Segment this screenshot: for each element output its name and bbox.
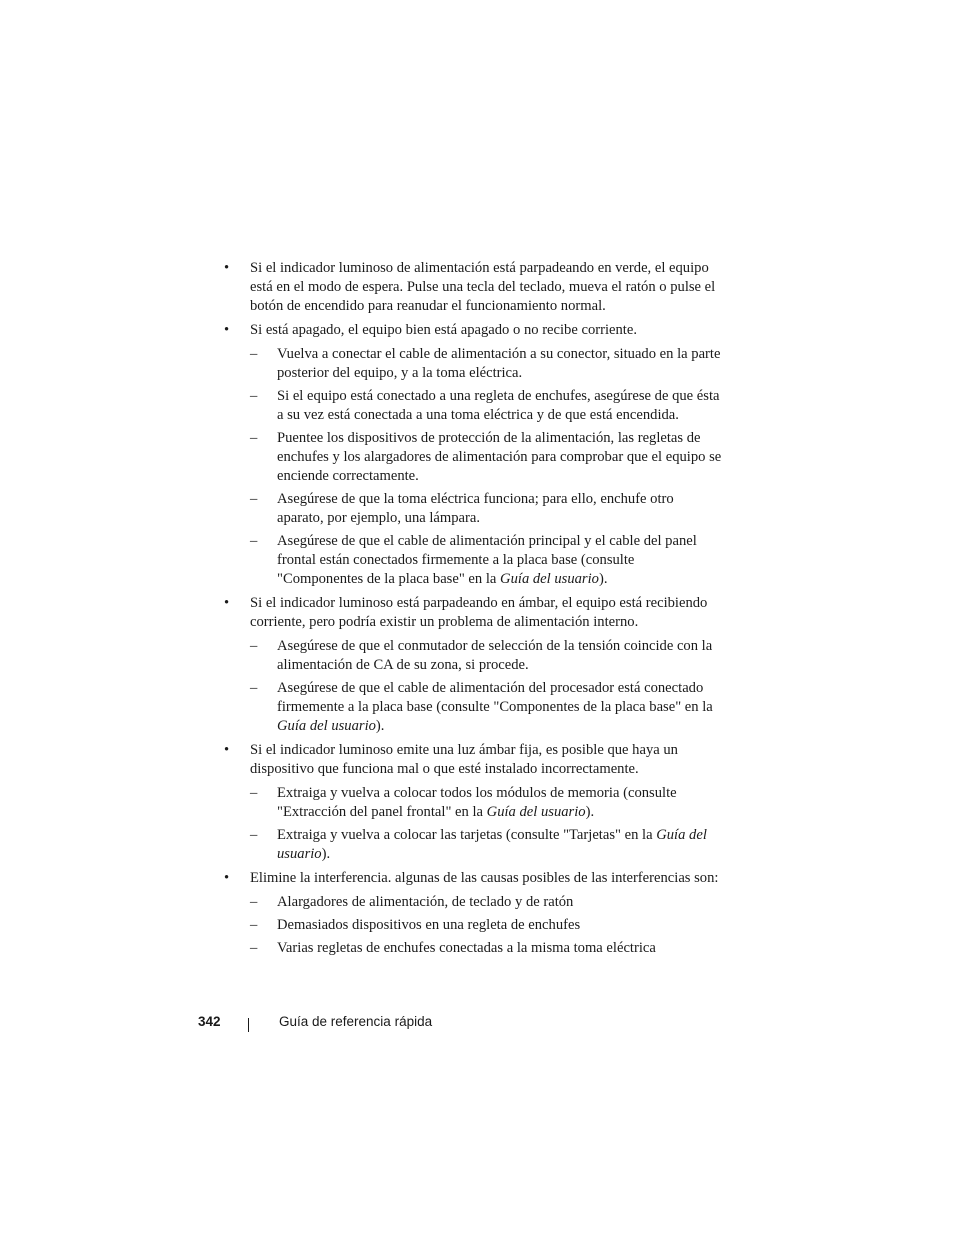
text-segment: Si el equipo está conectado a una regleta de enchufes, asegúrese de que ésta a su vez está conectada a una toma eléctrica y de que está encendida. [277, 388, 720, 423]
bullet-marker: • [224, 260, 230, 276]
sub-item-text [277, 345, 722, 383]
dash-marker: – [250, 346, 258, 362]
text-segment: Asegúrese de que la toma eléctrica funciona; para ello, enchufe otro aparato, por ejemplo, una lámpara. [277, 491, 674, 526]
sub-item-text [277, 939, 722, 958]
text-segment: Asegúrese de que el conmutador de selección de la tensión coincide con la alimentación de CA de su zona, si procede. [277, 638, 713, 673]
bullet-item [222, 869, 722, 958]
text-segment: Varias regletas de enchufes conectadas a la misma toma eléctrica [277, 940, 656, 956]
text-segment: Demasiados dispositivos en una regleta de enchufes [277, 917, 581, 933]
dash-marker: – [250, 638, 258, 654]
text-segment: Puentee los dispositivos de protección de la alimentación, las regletas de enchufes y los alargadores de alimentación para comprobar que el equipo se enciende correctamente. [277, 430, 722, 484]
sub-item-text [277, 387, 722, 425]
sub-item [250, 387, 722, 425]
text-segment: Si el indicador luminoso está parpadeando en ámbar, el equipo está recibiendo corriente, pero podría existir un problema de alimentación interno. [250, 595, 708, 630]
sub-item [250, 490, 722, 528]
dash-marker: – [250, 917, 258, 933]
text-segment: Si está apagado, el equipo bien está apagado o no recibe corriente. [250, 322, 637, 338]
bullet-item [222, 741, 722, 864]
text-segment: Extraiga y vuelva a colocar todos los módulos de memoria (consulte "Extracción del panel frontal" en la [277, 785, 677, 820]
text-segment: ). [321, 846, 331, 862]
italic-reference: Guía del usuario [486, 804, 586, 820]
sub-list [250, 637, 722, 736]
sub-item-text [277, 637, 722, 675]
sub-item [250, 429, 722, 486]
sub-item [250, 532, 722, 589]
bullet-text [250, 259, 722, 316]
text-segment: Asegúrese de que el cable de alimentación del procesador está conectado firmemente a la placa base (consulte "Componentes de la placa base" en la [277, 680, 713, 715]
text-segment: Vuelva a conectar el cable de alimentación a su conector, situado en la parte posterior del equipo, y a la toma eléctrica. [277, 346, 721, 381]
sub-item-text [277, 893, 722, 912]
italic-reference: Guía del usuario [277, 827, 707, 862]
sub-item-text [277, 490, 722, 528]
bullet-text [250, 869, 722, 888]
text-segment: Extraiga y vuelva a colocar las tarjetas (consulte "Tarjetas" en la [277, 827, 657, 843]
sub-item-text [277, 916, 722, 935]
sub-item-text [277, 784, 722, 822]
sub-item [250, 826, 722, 864]
bullet-marker: • [224, 742, 230, 758]
bullet-marker: • [224, 870, 230, 886]
text-segment: Si el indicador luminoso emite una luz ámbar fija, es posible que haya un dispositivo que funciona mal o que esté instalado incorrectamente. [250, 742, 678, 777]
bullet-text [250, 741, 722, 779]
sub-item [250, 679, 722, 736]
sub-item [250, 916, 722, 935]
dash-marker: – [250, 388, 258, 404]
footer-divider [248, 1018, 249, 1032]
italic-reference: Guía del usuario [277, 718, 376, 734]
sub-list [250, 784, 722, 864]
dash-marker: – [250, 533, 258, 549]
page-number: 342 [198, 1014, 221, 1029]
text-segment: Elimine la interferencia. algunas de las causas posibles de las interferencias son: [250, 870, 719, 886]
dash-marker: – [250, 430, 258, 446]
sub-item [250, 939, 722, 958]
bullet-marker: • [224, 322, 230, 338]
text-segment: ). [585, 804, 595, 820]
document-body [222, 259, 722, 963]
bullet-text [250, 594, 722, 632]
sub-list [250, 345, 722, 589]
sub-item-text [277, 532, 722, 589]
dash-marker: – [250, 491, 258, 507]
troubleshooting-list [222, 259, 722, 958]
bullet-text [250, 321, 722, 340]
sub-list [250, 893, 722, 958]
dash-marker: – [250, 827, 258, 843]
text-segment: Si el indicador luminoso de alimentación está parpadeando en verde, el equipo está en el modo de espera. Pulse una tecla del teclado, mueva el ratón o pulse el botón de encendido para reanudar el funcionamiento normal. [250, 260, 716, 314]
bullet-item [222, 321, 722, 589]
sub-item [250, 784, 722, 822]
dash-marker: – [250, 785, 258, 801]
sub-item-text [277, 429, 722, 486]
footer-title: Guía de referencia rápida [279, 1014, 433, 1029]
sub-item [250, 345, 722, 383]
sub-item [250, 637, 722, 675]
italic-reference: Guía del usuario [500, 571, 599, 587]
bullet-item [222, 259, 722, 316]
sub-item-text [277, 826, 722, 864]
dash-marker: – [250, 680, 258, 696]
text-segment: Asegúrese de que el cable de alimentación principal y el cable del panel frontal están conectados firmemente a la placa base (consulte "Componentes de la placa base" en la [277, 533, 697, 587]
text-segment: ). [375, 718, 385, 734]
dash-marker: – [250, 894, 258, 910]
sub-item [250, 893, 722, 912]
bullet-item [222, 594, 722, 736]
text-segment: ). [598, 571, 608, 587]
dash-marker: – [250, 940, 258, 956]
sub-item-text [277, 679, 722, 736]
text-segment: Alargadores de alimentación, de teclado y de ratón [277, 894, 574, 910]
bullet-marker: • [224, 595, 230, 611]
